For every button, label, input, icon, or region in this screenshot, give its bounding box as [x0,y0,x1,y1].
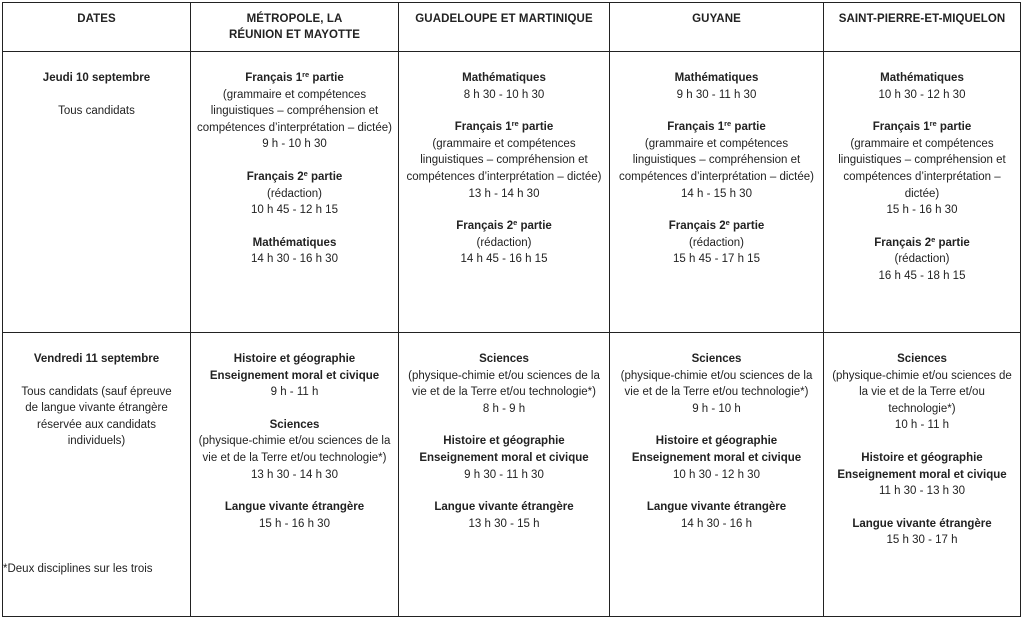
exam-subject: Français 1re partie [667,119,766,134]
exam-time: 14 h - 15 h 30 [681,187,752,200]
exam-time: 8 h - 9 h [482,402,526,415]
exam-time: 15 h 30 - 17 h [886,534,958,547]
exam-block [614,70,819,103]
schedule-row [3,333,1021,617]
exam-time: 9 h - 11 h [270,386,319,399]
region-schedule-cell [399,333,610,617]
exam-block [195,70,394,153]
date-cell [3,52,191,333]
exam-block [403,218,605,268]
exam-time: 15 h - 16 h 30 [259,517,330,530]
exam-block [195,351,394,401]
exam-time: 15 h 45 - 17 h 15 [673,253,760,266]
exam-block [403,499,605,532]
exam-subject: Mathématiques [462,72,546,84]
schedule-row [3,52,1021,333]
candidates-note: Tous candidats [58,104,135,117]
exam-description: (rédaction) [894,253,950,266]
exam-description: (rédaction) [689,236,744,249]
header-metropole: MÉTROPOLE, LA RÉUNION ET MAYOTTE [191,3,399,52]
exam-block [614,499,819,532]
exam-block [614,218,819,268]
exam-subject: Histoire et géographie [233,353,356,365]
exam-time: 10 h - 11 h [894,419,950,432]
exam-subject: Langue vivante étrangère [224,501,365,514]
exam-block [828,70,1016,103]
exam-subject: Français 1re partie [454,119,554,134]
exam-block [828,516,1016,549]
exam-time: 13 h 30 - 15 h [468,517,540,530]
exam-subject: Sciences [897,353,947,365]
exam-subject: Mathématiques [674,72,759,84]
exam-time: 10 h 45 - 12 h 15 [251,204,338,217]
exam-block [195,417,394,483]
exam-block [403,119,605,202]
region-schedule-cell [610,333,824,617]
candidates-note: Tous candidats (sauf épreuve de langue vivante étrangère réservée aux candidats individuels) [21,385,172,448]
header-guadeloupe-martinique: GUADELOUPE ET MARTINIQUE [399,3,610,52]
exam-time: 14 h 30 - 16 h [681,517,752,530]
exam-subject: Langue vivante étrangère [434,501,574,514]
exam-description: (grammaire et compétences linguistiques – compréhension et compétences d’interprétation – dictée) [838,137,1006,200]
exam-block [614,119,819,202]
exam-block [195,169,394,219]
header-guyane: GUYANE [610,3,824,52]
exam-description: (physique-chimie et/ou sciences de la vie et de la Terre et/ou technologie*) [620,369,813,399]
exam-subject: Histoire et géographie [655,435,778,448]
exam-description: (physique-chimie et/ou sciences de la vie et de la Terre et/ou technologie*) [198,435,391,464]
exam-subject: Langue vivante étrangère [646,501,787,514]
exam-time: 8 h 30 - 10 h 30 [463,88,545,101]
header-saint-pierre-miquelon: SAINT-PIERRE-ET-MIQUELON [824,3,1021,52]
exam-description: (physique-chimie et/ou sciences de la vie et de la Terre et/ou technologie*) [408,369,600,399]
exam-date: Jeudi 10 septembre [42,72,151,84]
exam-time: 14 h 45 - 16 h 15 [460,253,548,266]
exam-time: 9 h 30 - 11 h 30 [676,88,757,101]
exam-subject: Français 2e partie [456,218,552,233]
exam-time: 10 h 30 - 12 h 30 [878,88,966,101]
exam-block [828,351,1016,434]
exam-block [403,433,605,483]
exam-subject: Sciences [269,418,320,431]
exam-block [828,235,1016,285]
header-row [3,3,1021,52]
exam-block [828,450,1016,500]
exam-description: (grammaire et compétences linguistiques – compréhension et compétences d’interprétation – dictée) [406,137,602,183]
exam-subject: Langue vivante étrangère [852,517,992,530]
region-schedule-cell [399,52,610,333]
footnote: *Deux disciplines sur les trois [3,563,153,575]
exam-date: Vendredi 11 septembre [33,353,160,365]
exam-subject-secondary: Enseignement moral et civique [631,451,802,464]
exam-subject: Histoire et géographie [443,435,565,448]
exam-time: 14 h 30 - 16 h 30 [251,253,338,266]
exam-time: 13 h 30 - 14 h 30 [251,468,338,481]
exam-time: 9 h - 10 h 30 [262,138,327,151]
exam-subject: Mathématiques [252,236,337,249]
exam-subject: Mathématiques [880,72,964,84]
exam-subject-secondary: Enseignement moral et civique [837,468,1007,481]
exam-time: 16 h 45 - 18 h 15 [878,269,966,282]
exam-time: 15 h - 16 h 30 [886,204,958,217]
exam-subject: Français 1re partie [245,70,344,84]
exam-time: 9 h - 10 h [692,402,741,415]
region-schedule-cell [824,333,1021,617]
exam-schedule-table [2,2,1021,617]
exam-block [403,351,605,417]
exam-block [403,70,605,103]
exam-subject: Français 1re partie [872,119,972,134]
region-schedule-cell [824,52,1021,333]
region-schedule-cell [610,52,824,333]
exam-description: (grammaire et compétences linguistiques – compréhension et compétences d’interprétation – dictée) [197,88,392,134]
exam-description: (rédaction) [476,236,532,249]
region-schedule-cell [191,52,399,333]
exam-subject-secondary: Enseignement moral et civique [419,451,589,464]
exam-subject: Histoire et géographie [861,451,983,464]
exam-time: 9 h 30 - 11 h 30 [464,468,544,481]
exam-subject: Français 2e partie [668,218,765,233]
region-schedule-cell [191,333,399,617]
exam-time: 13 h - 14 h 30 [468,187,540,200]
exam-time: 11 h 30 - 13 h 30 [878,485,966,498]
exam-subject: Sciences [479,353,529,365]
exam-description: (grammaire et compétences linguistiques – compréhension et compétences d’interprétation – dictée) [619,137,814,183]
exam-subject-secondary: Enseignement moral et civique [209,369,380,382]
exam-block [195,235,394,268]
exam-block [614,433,819,483]
exam-subject: Sciences [691,353,742,365]
exam-subject: Français 2e partie [246,168,343,183]
exam-subject: Français 2e partie [874,234,970,249]
exam-description: (rédaction) [267,187,322,200]
exam-time: 10 h 30 - 12 h 30 [673,468,760,481]
exam-block [828,119,1016,219]
exam-description: (physique-chimie et/ou sciences de la vie et de la Terre et/ou technologie*) [832,369,1012,415]
header-dates: DATES [3,3,191,52]
exam-block [614,351,819,417]
exam-block [195,499,394,532]
